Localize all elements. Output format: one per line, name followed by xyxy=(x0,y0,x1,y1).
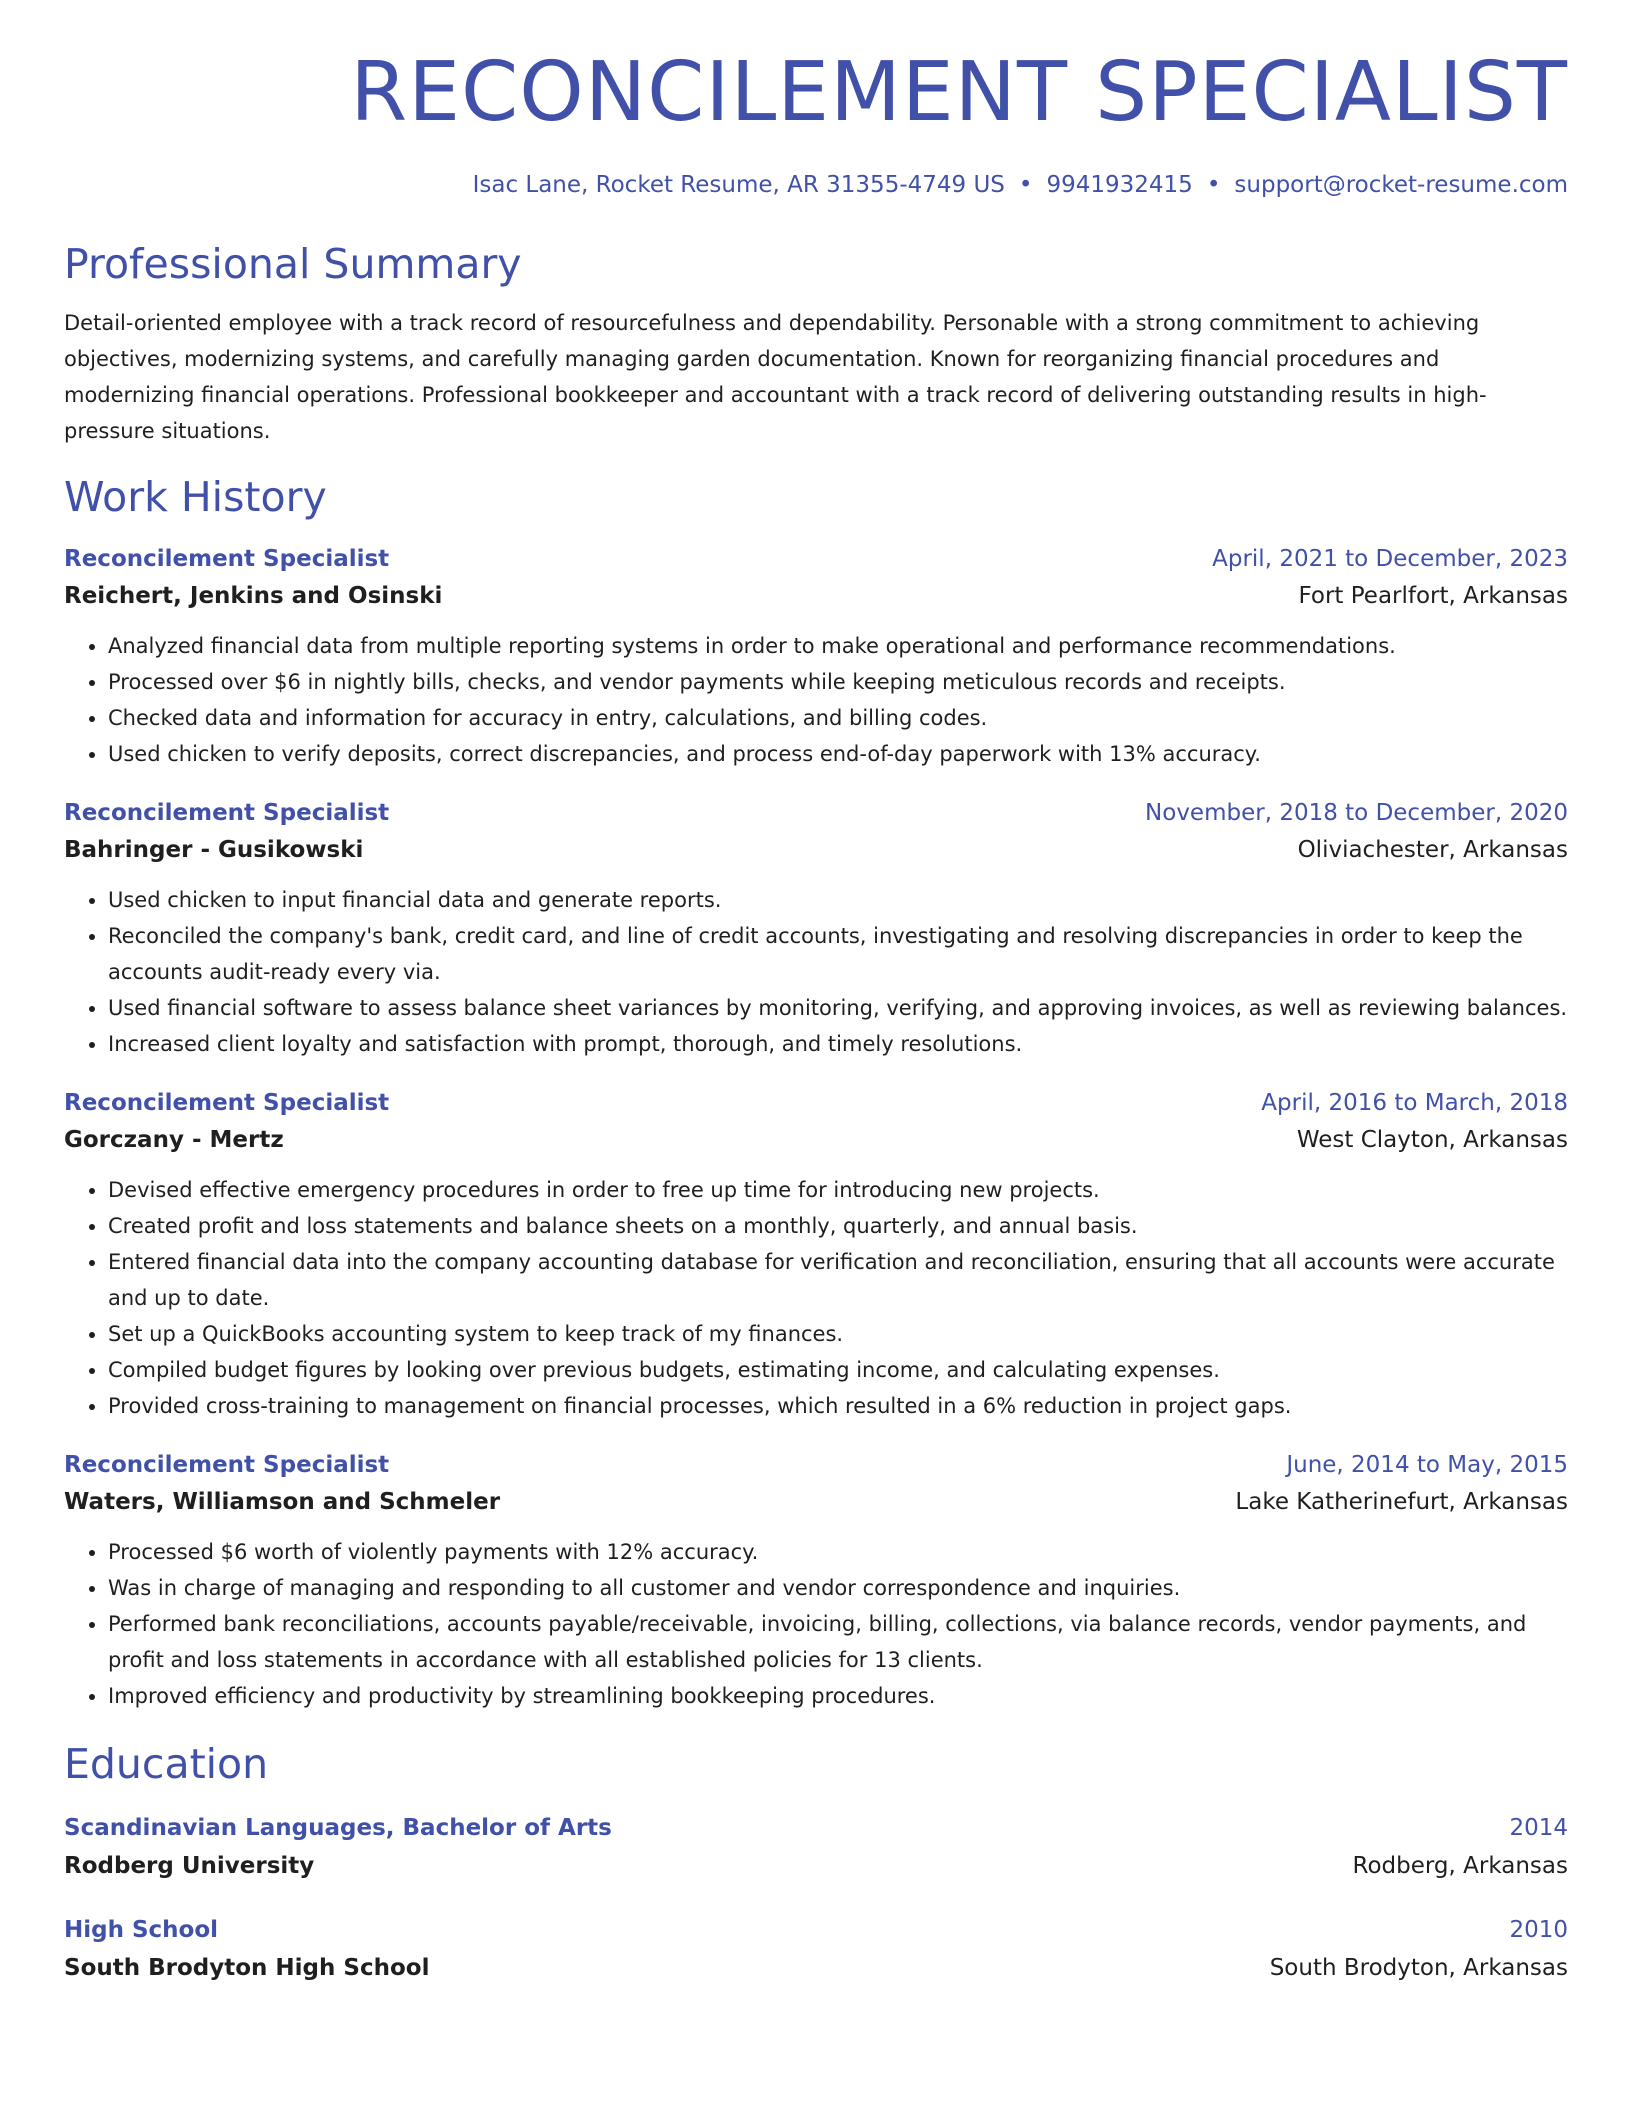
job-bullet: • Used chicken to input financial data and generate reports. xyxy=(108,882,1568,918)
job-dates: April, 2016 to March, 2018 xyxy=(1261,1090,1568,1117)
job-company: Reichert, Jenkins and Osinski xyxy=(64,583,443,610)
education-year: 2010 xyxy=(1509,1917,1568,1944)
job-bullet: • Used chicken to verify deposits, correct discrepancies, and process end-of-day paperwork with 13% accuracy. xyxy=(108,736,1568,772)
job-bullets xyxy=(64,882,1568,1062)
education-degree: High School xyxy=(64,1917,219,1944)
job-entry xyxy=(64,1448,1568,1714)
work-history-heading: Work History xyxy=(64,473,327,522)
job-bullet: • Devised effective emergency procedures in order to free up time for introducing new projects. xyxy=(108,1172,1568,1208)
education-location: South Brodyton, Arkansas xyxy=(1269,1955,1568,1982)
education-heading: Education xyxy=(64,1740,269,1789)
education-school: Rodberg University xyxy=(64,1853,315,1880)
contact-email: support@rocket-resume.com xyxy=(1234,172,1568,198)
job-company: Waters, Williamson and Schmeler xyxy=(64,1489,501,1516)
job-entry xyxy=(64,542,1568,772)
job-role: Reconcilement Specialist xyxy=(64,1452,390,1479)
contact-address: Isac Lane, Rocket Resume, AR 31355-4749 US xyxy=(472,172,1005,198)
job-entry xyxy=(64,1086,1568,1424)
job-dates: April, 2021 to December, 2023 xyxy=(1212,546,1568,573)
education-location: Rodberg, Arkansas xyxy=(1352,1853,1568,1880)
job-bullet: • Increased client loyalty and satisfaction with prompt, thorough, and timely resolutions. xyxy=(108,1026,1568,1062)
education-school: South Brodyton High School xyxy=(64,1955,430,1982)
education-year: 2014 xyxy=(1509,1815,1568,1842)
job-bullet: • Used financial software to assess balance sheet variances by monitoring, verifying, and approving invoices, as well as reviewing balances. xyxy=(108,990,1568,1026)
job-role: Reconcilement Specialist xyxy=(64,800,390,827)
job-entry xyxy=(64,796,1568,1062)
job-bullets xyxy=(64,628,1568,772)
job-bullet: • Processed $6 worth of violently payments with 12% accuracy. xyxy=(108,1534,1568,1570)
education-entry xyxy=(64,1811,1568,1887)
job-company: Bahringer - Gusikowski xyxy=(64,837,364,864)
contact-line xyxy=(64,172,1568,198)
resume-header xyxy=(64,0,1568,198)
job-bullet: • Set up a QuickBooks accounting system to keep track of my finances. xyxy=(108,1316,1568,1352)
job-bullet: • Performed bank reconciliations, accounts payable/receivable, invoicing, billing, collections, via balance records, vendor payments, and profit and loss statements in accordance with all established policies for 13 clients. xyxy=(108,1606,1568,1678)
contact-phone: 9941932415 xyxy=(1046,172,1193,198)
summary-heading: Professional Summary xyxy=(64,240,522,288)
job-bullet: • Compiled budget figures by looking over previous budgets, estimating income, and calculating expenses. xyxy=(108,1352,1568,1388)
job-bullet: • Was in charge of managing and responding to all customer and vendor correspondence and inquiries. xyxy=(108,1570,1568,1606)
job-company: Gorczany - Mertz xyxy=(64,1127,284,1154)
education-entry xyxy=(64,1913,1568,1989)
job-bullet: • Created profit and loss statements and balance sheets on a monthly, quarterly, and annual basis. xyxy=(108,1208,1568,1244)
job-bullet: • Checked data and information for accuracy in entry, calculations, and billing codes. xyxy=(108,700,1568,736)
job-bullet: • Processed over $6 in nightly bills, checks, and vendor payments while keeping meticulous records and receipts. xyxy=(108,664,1568,700)
job-bullets xyxy=(64,1172,1568,1424)
contact-separator: • xyxy=(1206,172,1221,198)
education-degree: Scandinavian Languages, Bachelor of Arts xyxy=(64,1815,612,1842)
contact-separator: • xyxy=(1018,172,1033,198)
job-bullet: • Analyzed financial data from multiple reporting systems in order to make operational and performance recommendations. xyxy=(108,628,1568,664)
job-location: Lake Katherinefurt, Arkansas xyxy=(1235,1489,1568,1516)
job-role: Reconcilement Specialist xyxy=(64,1090,390,1117)
job-role: Reconcilement Specialist xyxy=(64,546,390,573)
job-dates: November, 2018 to December, 2020 xyxy=(1145,800,1568,827)
summary-text: Detail-oriented employee with a track record of resourcefulness and dependability. Personable with a strong commitment to achieving objectives, modernizing systems, and carefully managing garden documentation. Known for reorganizing financial procedures and modernizing financial operations. Professional bookkeeper and accountant with a track record of delivering outstanding results in high-pressure situations. xyxy=(64,311,1487,444)
job-bullet: • Improved efficiency and productivity by streamlining bookkeeping procedures. xyxy=(108,1678,1568,1714)
job-location: West Clayton, Arkansas xyxy=(1296,1127,1568,1154)
job-dates: June, 2014 to May, 2015 xyxy=(1286,1452,1568,1479)
job-bullet: • Entered financial data into the company accounting database for verification and reconciliation, ensuring that all accounts were accurate and up to date. xyxy=(108,1244,1568,1316)
job-bullet: • Provided cross-training to management on financial processes, which resulted in a 6% reduction in project gaps. xyxy=(108,1388,1568,1424)
job-location: Oliviachester, Arkansas xyxy=(1297,837,1568,864)
job-bullet: • Reconciled the company's bank, credit card, and line of credit accounts, investigating and resolving discrepancies in order to keep the accounts audit-ready every via. xyxy=(108,918,1568,990)
resume-name: RECONCILEMENT SPECIALIST xyxy=(350,45,1568,140)
job-location: Fort Pearlfort, Arkansas xyxy=(1298,583,1568,610)
job-bullets xyxy=(64,1534,1568,1714)
